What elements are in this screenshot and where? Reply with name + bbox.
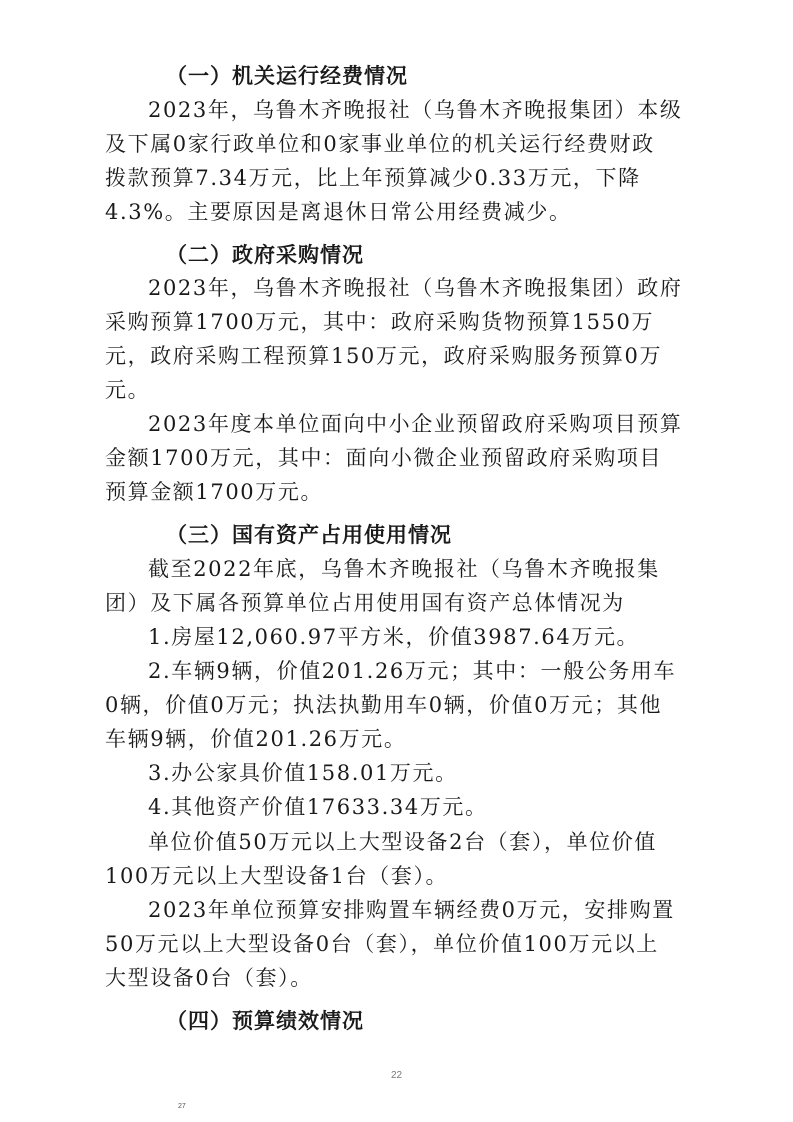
paragraph-line: 1.房屋12,060.97平方米，价值3987.64万元。 [148,625,640,649]
page-number: 22 [390,1070,403,1081]
section-heading: （二）政府采购情况 [166,243,364,267]
paragraph-line: 团）及下属各预算单位占用使用国有资产总体情况为 [105,591,625,615]
page-number-small: 27 [178,1103,186,1110]
paragraph-line: 拨款预算7.34万元，比上年预算减少0.33万元，下降 [105,166,641,190]
paragraph-line: 100万元以上大型设备1台（套）。 [105,864,449,888]
paragraph-line: 单位价值50万元以上大型设备2台（套），单位价值 [148,830,657,854]
paragraph-line: 2023年度本单位面向中小企业预留政府采购项目预算 [148,412,683,436]
section-heading: （三）国有资产占用使用情况 [166,523,452,547]
paragraph-line: 50万元以上大型设备0台（套），单位价值100万元以上 [105,932,659,956]
paragraph-line: 截至2022年底，乌鲁木齐晚报社（乌鲁木齐晚报集 [148,557,660,581]
paragraph-line: 采购预算1700万元，其中：政府采购货物预算1550万 [105,310,655,334]
paragraph-line: 金额1700万元，其中：面向小微企业预留政府采购项目 [105,446,663,470]
paragraph-line: 4.其他资产价值17633.34万元。 [148,795,488,819]
paragraph-line: 大型设备0台（套）。 [105,966,313,990]
section-heading: （一）机关运行经费情况 [166,64,408,88]
paragraph-line: 车辆9辆，价值201.26万元。 [105,727,407,751]
paragraph-line: 及下属0家行政单位和0家事业单位的机关运行经费财政 [105,132,655,156]
section-heading: （四）预算绩效情况 [166,1009,364,1033]
paragraph-line: 元。 [105,378,151,402]
paragraph-line: 2023年，乌鲁木齐晚报社（乌鲁木齐晚报集团）政府 [148,276,683,300]
paragraph-line: 预算金额1700万元。 [105,480,324,504]
paragraph-line: 4.3%。主要原因是离退休日常公用经费减少。 [105,200,572,224]
paragraph-line: 2023年，乌鲁木齐晚报社（乌鲁木齐晚报集团）本级 [148,98,683,122]
paragraph-line: 2.车辆9辆，价值201.26万元；其中：一般公务用车 [148,659,677,683]
paragraph-line: 0辆，价值0万元；执法执勤用车0辆，价值0万元；其他 [105,693,663,717]
paragraph-line: 2023年单位预算安排购置车辆经费0万元，安排购置 [148,898,675,922]
paragraph-line: 元，政府采购工程预算150万元，政府采购服务预算0万 [105,344,663,368]
paragraph-line: 3.办公家具价值158.01万元。 [148,761,458,785]
